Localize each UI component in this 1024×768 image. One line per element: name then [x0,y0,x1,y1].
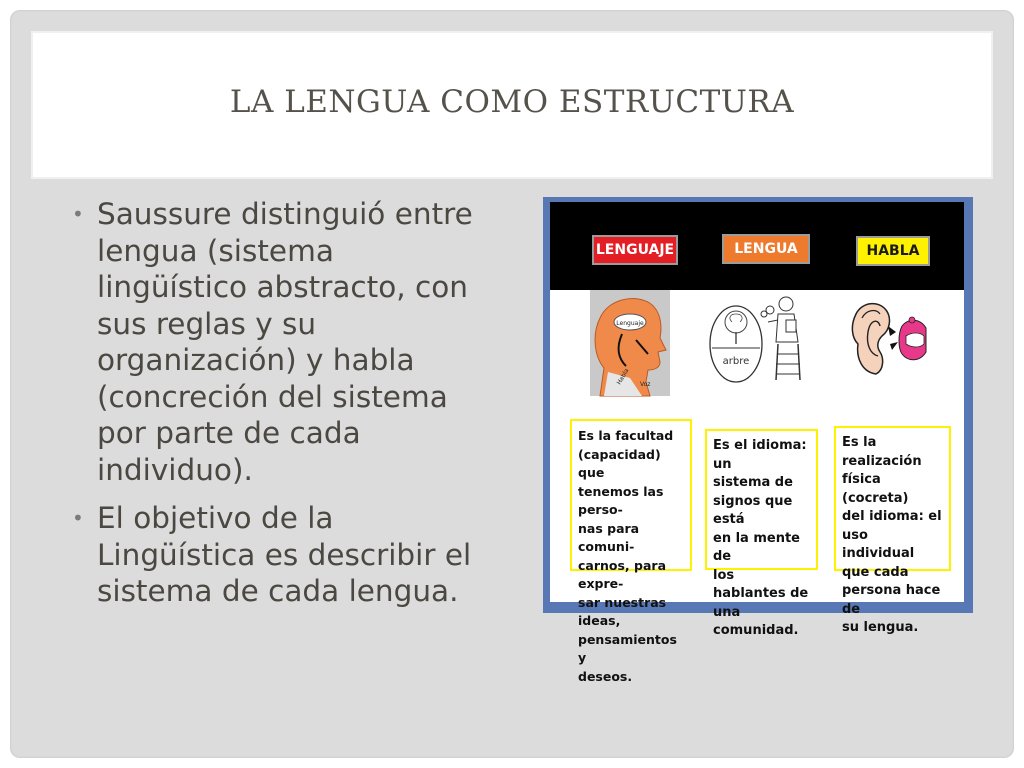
description-lenguaje: Es la facultad (capacidad) que tenemos las perso- nas para comuni- carnos, para expre- sar nuestras ideas, pensamientos y deseos. [570,419,692,571]
head-habla-text: Habla [615,367,631,386]
diagram-figure [543,197,973,684]
bullet-marker: • [72,506,84,530]
label-lengua: LENGUA [722,234,810,264]
tree-arbre-text: arbre [722,356,750,367]
label-habla: HABLA [856,236,930,266]
slide-title: LA LENGUA COMO ESTRUCTURA [229,84,795,120]
bullet-item [70,500,480,610]
diagram-canvas [550,202,964,684]
bullet-text: El objetivo de la Lingüística es describir el sistema de cada lengua. [97,501,472,608]
description-lengua: Es el idioma: un sistema de signos que está en la mente de los hablantes de una comunidad. [705,429,818,570]
head-lenguaje-text: Lenguaje [616,320,644,327]
description-habla: Es la realización física (cocreta) del idioma: el uso individual que cada persona hace de su lengua. [834,426,951,571]
tree-thought-bubble-icon [706,292,816,388]
ear-icon [848,298,892,378]
bullet-text: Saussure distinguió entre lengua (sistema lingüístico abstracto, con sus reglas y su organización) y habla (concreción del sistema por parte de cada individuo). [97,197,473,487]
head-voz-text: Voz [640,381,651,388]
bullet-item [70,196,480,488]
mouth-icon [888,312,928,368]
bullet-marker: • [72,202,84,226]
bullet-list [70,196,480,622]
label-lenguaje: LENGUAJE [592,235,678,265]
head-profile-icon [590,290,670,396]
